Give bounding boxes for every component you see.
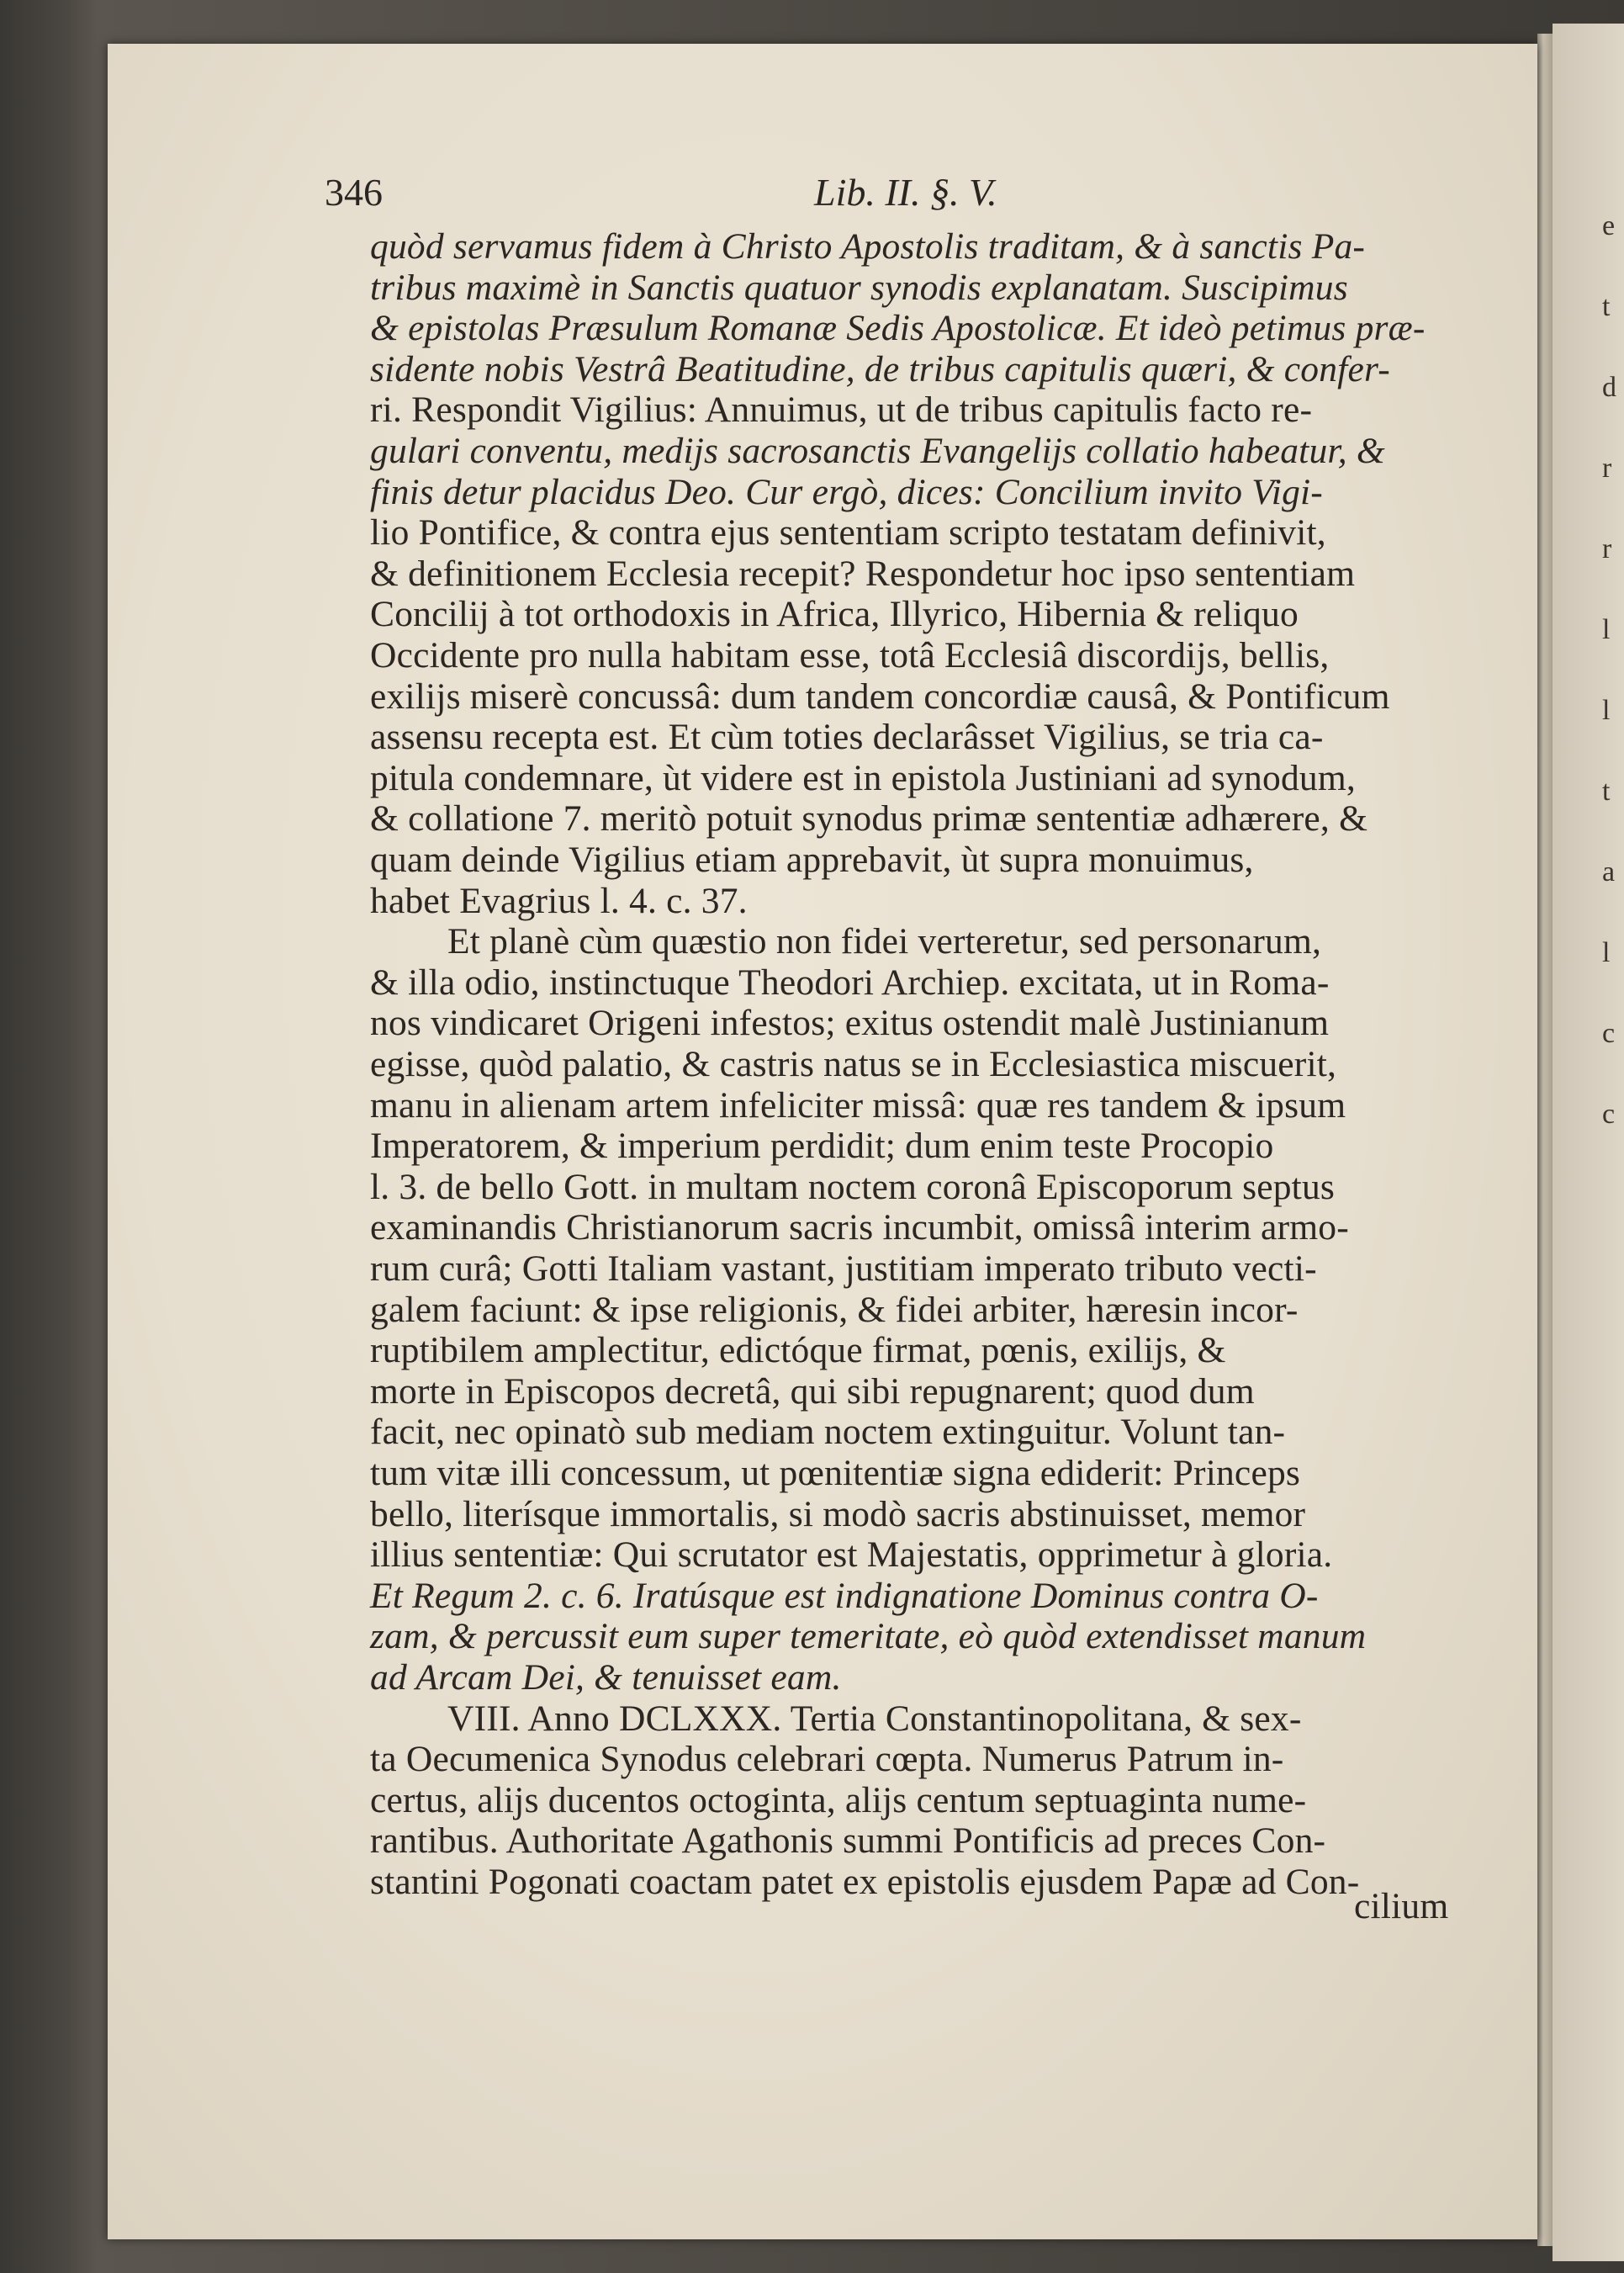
text-line: morte in Episcopos decretâ, qui sibi repugnarent; quod dum — [370, 1370, 1255, 1412]
adjacent-page-letter: l — [1602, 614, 1611, 645]
adjacent-page-letter: c — [1602, 1018, 1616, 1049]
text-line: rum curâ; Gotti Italiam vastant, justitiam imperato tributo vecti- — [370, 1248, 1317, 1289]
text-line: manu in alienam artem infeliciter missâ: quæ res tandem & ipsum — [370, 1084, 1346, 1126]
text-line: Concilij à tot orthodoxis in Africa, Illyrico, Hibernia & reliquo — [370, 594, 1299, 635]
text-line: lio Pontifice, & contra ejus sententiam scripto testatam definivit, — [370, 512, 1326, 554]
adjacent-page-letter: r — [1602, 533, 1612, 564]
text-line: assensu recepta est. Et cùm toties declarâsset Vigilius, se tria ca- — [370, 717, 1324, 758]
adjacent-page-letter: l — [1602, 695, 1611, 726]
adjacent-page-letter: l — [1602, 937, 1611, 968]
text-line: pitula condemnare, ùt videre est in epistola Justiniani ad synodum, — [370, 757, 1356, 798]
adjacent-page-letter: c — [1602, 1099, 1616, 1130]
adjacent-page-letter: a — [1602, 856, 1616, 887]
text-line: examinandis Christianorum sacris incumbit, omissâ interim armo- — [370, 1207, 1349, 1248]
text-line: exilijs miserè concussâ: dum tandem concordiæ causâ, & Pontificum — [370, 676, 1390, 717]
text-line: bello, literísque immortalis, si modò sacris abstinuisset, memor — [370, 1493, 1306, 1534]
text-line: certus, alijs ducentos octoginta, alijs centum septuaginta nume- — [370, 1779, 1307, 1820]
adjacent-page-letter: t — [1602, 291, 1611, 322]
adjacent-page-letter: t — [1602, 776, 1611, 807]
text-line: nos vindicaret Origeni infestos; exitus ostendit malè Justinianum — [370, 1003, 1330, 1044]
adjacent-page-letter: e — [1602, 210, 1616, 241]
text-line: facit, nec opinatò sub mediam noctem extinguitur. Volunt tan- — [370, 1412, 1286, 1453]
text-line: ri. Respondit Vigilius: Annuimus, ut de tribus capitulis facto re- — [370, 389, 1313, 431]
text-line: l. 3. de bello Gott. in multam noctem coronâ Episcoporum septus — [370, 1166, 1336, 1207]
page-number: 346 — [325, 171, 383, 214]
text-line: tum vitæ illi concessum, ut pœnitentiæ signa ediderit: Princeps — [370, 1453, 1301, 1493]
text-line: Imperatorem, & imperium perdidit; dum enim teste Procopio — [370, 1126, 1274, 1167]
text-line: Et planè cùm quæstio non fidei verteretur, sed personarum, — [447, 921, 1322, 962]
text-line: gulari conventu, medijs sacrosanctis Evangelijs collatio habeatur, & — [370, 431, 1385, 471]
text-line: cilium — [1354, 1886, 1449, 1927]
text-line: habet Evagrius l. 4. c. 37. — [370, 880, 748, 921]
text-line: quòd servamus fidem à Christo Apostolis traditam, & à sanctis Pa- — [370, 226, 1366, 267]
text-line: stantini Pogonati coactam patet ex epistolis ejusdem Papæ ad Con- — [370, 1862, 1360, 1902]
adjacent-page-letter: r — [1602, 453, 1612, 484]
text-line: illius sententiæ: Qui scrutator est Majestatis, opprimetur à gloria. — [370, 1534, 1333, 1576]
text-line: & collatione 7. meritò potuit synodus primæ sententiæ adhærere, & — [370, 798, 1368, 840]
text-line: Occidente pro nulla habitam esse, totâ Ecclesiâ discordijs, bellis, — [370, 635, 1330, 676]
text-line: tribus maximè in Sanctis quatuor synodis explanatam. Suscipimus — [370, 267, 1348, 308]
text-line: galem faciunt: & ipse religionis, & fidei arbiter, hæresin incor- — [370, 1289, 1299, 1330]
text-line: ruptibilem amplectitur, edictóque firmat, pœnis, exilijs, & — [370, 1330, 1226, 1371]
text-line: egisse, quòd palatio, & castris natus se in Ecclesiastica miscuerit, — [370, 1044, 1337, 1084]
text-line: rantibus. Authoritate Agathonis summi Pontificis ad preces Con- — [370, 1820, 1326, 1862]
text-line: zam, & percussit eum super temeritate, eò quòd extendisset manum — [370, 1616, 1367, 1657]
text-line: ad Arcam Dei, & tenuisset eam. — [370, 1657, 842, 1698]
text-line: Et Regum 2. c. 6. Iratúsque est indignatione Dominus contra O- — [370, 1575, 1319, 1616]
text-line: & epistolas Præsulum Romanæ Sedis Apostolicæ. Et ideò petimus præ- — [370, 308, 1426, 349]
running-title: Lib. II. §. V. — [814, 171, 997, 214]
text-line: VIII. Anno DCLXXX. Tertia Constantinopolitana, & sex- — [447, 1698, 1302, 1739]
text-line: sidente nobis Vestrâ Beatitudine, de tribus capitulis quæri, & confer- — [370, 348, 1390, 389]
text-line: finis detur placidus Deo. Cur ergò, dices: Concilium invito Vigi- — [370, 471, 1323, 512]
text-line: quam deinde Vigilius etiam apprebavit, ùt supra monuimus, — [370, 840, 1254, 880]
text-line: & illa odio, instinctuque Theodori Archiep. excitata, ut in Roma- — [370, 962, 1330, 1003]
adjacent-page-letters — [1602, 210, 1624, 1220]
text-line: & definitionem Ecclesia recepit? Respondetur hoc ipso sententiam — [370, 553, 1356, 594]
adjacent-page-letter: d — [1602, 372, 1616, 403]
text-line: ta Oecumenica Synodus celebrari cœpta. Numerus Patrum in- — [370, 1739, 1284, 1780]
